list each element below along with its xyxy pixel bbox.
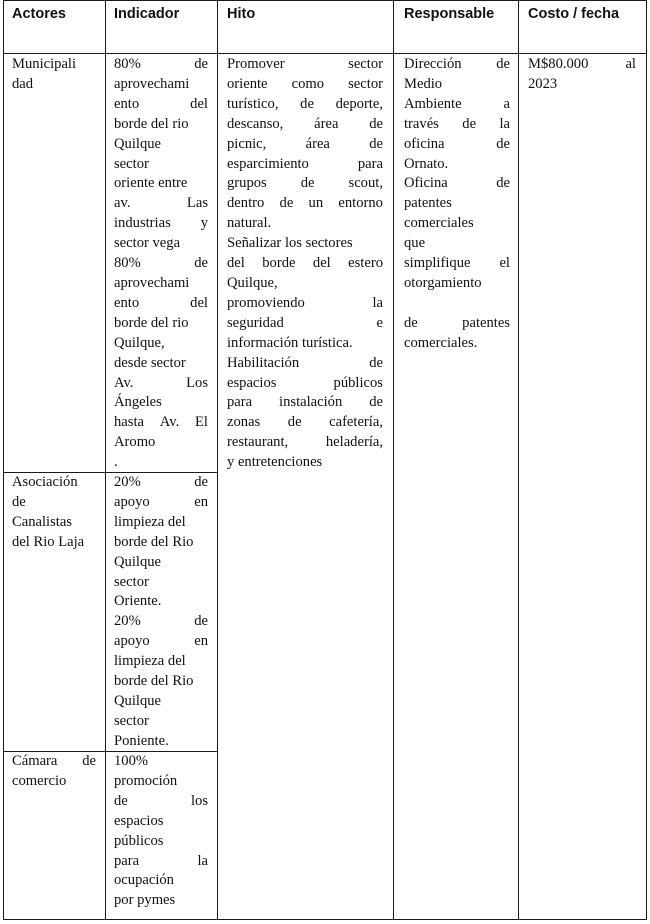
cell-word: estero — [348, 255, 383, 272]
header-responsable: Responsable — [404, 6, 495, 22]
cell-word: promoviendo — [227, 294, 305, 311]
cell-line — [404, 314, 510, 334]
cell-line — [404, 294, 510, 314]
cell-line: Ornato. — [404, 155, 449, 172]
cell-line: Quilque — [114, 692, 162, 709]
cell-line — [227, 115, 383, 135]
cell-word: Av. — [114, 374, 134, 391]
cell-word: 20% — [114, 474, 141, 490]
cell-line — [114, 493, 208, 513]
cell-line: sector vega — [114, 235, 181, 252]
cell-word: descanso, — [227, 115, 284, 132]
cell-word: oriente — [227, 75, 268, 92]
cell-word: sector — [348, 56, 383, 72]
cell-line — [114, 214, 208, 234]
cell-line — [227, 95, 383, 115]
cell-line: espacios — [114, 812, 164, 829]
cell-line — [227, 135, 383, 155]
cell-word: de — [82, 753, 96, 769]
cell-word: de — [496, 175, 510, 192]
cell-line: Poniente. — [114, 732, 169, 749]
cell-word: deporte, — [335, 95, 383, 112]
cell-word: de — [369, 394, 383, 411]
cell-line — [227, 354, 383, 374]
cell-word: zonas — [227, 414, 261, 431]
cell-word: hasta — [114, 414, 144, 431]
actor-municipalidad — [12, 55, 98, 95]
cell-word: de — [369, 354, 383, 371]
cell-line — [114, 413, 208, 433]
cell-line — [404, 115, 510, 135]
cell-word: de — [496, 135, 510, 152]
cell-line: Quilque — [114, 553, 162, 570]
cell-line: de — [12, 493, 26, 510]
cell-word: patentes — [462, 314, 510, 331]
header-indicador: Indicador — [114, 6, 180, 22]
cell-word: para — [114, 852, 140, 869]
cell-line — [227, 314, 383, 334]
cell-line: Medio — [404, 75, 443, 92]
cell-word: cafetería, — [329, 414, 383, 431]
cell-word: picnic, — [227, 135, 267, 152]
cell-line — [404, 174, 510, 194]
cell-word: de — [194, 56, 208, 72]
cell-word: M$80.000 — [528, 56, 589, 72]
cell-word: del — [190, 294, 208, 311]
cell-word: de — [369, 135, 383, 152]
cell-line: desde sector — [114, 354, 186, 371]
cell-line — [114, 55, 208, 75]
column-border-right — [646, 0, 647, 920]
cell-word: instalación — [279, 394, 343, 411]
cell-word: turístico, — [227, 95, 279, 112]
cell-word: de — [496, 56, 510, 72]
cell-word: la — [372, 294, 383, 311]
cell-word: Av. — [159, 414, 180, 431]
cell-word: entorno — [338, 195, 383, 212]
cell-line: 100% — [114, 753, 149, 769]
column-divider-3 — [393, 0, 394, 920]
cell-line: . — [114, 454, 118, 471]
cell-word: la — [197, 852, 208, 869]
cell-line — [114, 194, 208, 214]
cell-line — [12, 752, 96, 772]
cell-word: restaurant, — [227, 434, 289, 451]
cell-line: Aromo — [114, 434, 156, 451]
cell-word: del — [227, 255, 245, 272]
column-border-left — [3, 0, 4, 920]
cell-line: comercio — [12, 772, 67, 789]
cell-word: en — [194, 633, 208, 650]
cell-word: de — [462, 115, 477, 132]
hito-text — [227, 55, 383, 473]
cell-line — [114, 254, 208, 274]
cell-word: Oficina — [404, 175, 448, 192]
cell-line: comerciales — [404, 215, 474, 232]
cell-line — [227, 433, 383, 453]
actor-camara-comercio — [12, 752, 96, 792]
cell-word: públicos — [333, 374, 383, 391]
cell-line — [227, 155, 383, 175]
cell-line: patentes — [404, 195, 452, 212]
cell-word: scout, — [348, 175, 383, 192]
cell-line — [528, 55, 636, 75]
responsable-text — [404, 55, 510, 354]
cell-word: industrias — [114, 215, 171, 232]
cell-line: borde del rio — [114, 115, 189, 132]
cell-line: 2023 — [528, 75, 558, 92]
cell-word: de — [287, 414, 302, 431]
cell-line — [114, 95, 208, 115]
cell-word: de — [300, 175, 315, 192]
cell-line: Quilque — [114, 135, 162, 152]
cell-line: limpieza del — [114, 653, 186, 670]
cell-word: sector — [348, 75, 383, 92]
cell-line: borde del Rio — [114, 673, 194, 690]
cell-word: de — [404, 314, 418, 331]
costo-fecha-text — [528, 55, 636, 95]
cell-word: de — [114, 792, 128, 809]
cell-line: Canalistas — [12, 513, 72, 530]
cell-word: de — [279, 195, 294, 212]
cell-line — [404, 254, 510, 274]
cell-word: grupos — [227, 175, 267, 192]
cell-line — [404, 95, 510, 115]
cell-line — [404, 55, 510, 75]
cell-word: del — [312, 255, 331, 272]
cell-word: el — [499, 255, 510, 272]
cell-line — [227, 194, 383, 214]
cell-word: en — [194, 493, 208, 510]
cell-word: de — [194, 255, 208, 272]
cell-word: para — [357, 155, 383, 172]
cell-line: aprovechami — [114, 75, 190, 92]
cell-line: y entretenciones — [227, 454, 323, 471]
column-divider-2 — [217, 0, 218, 920]
cell-line: natural. — [227, 215, 272, 232]
header-costo-fecha: Costo / fecha — [528, 6, 620, 22]
cell-word: espacios — [227, 374, 277, 391]
cell-line — [114, 374, 208, 394]
cell-line: sector — [114, 573, 149, 590]
cell-word: Habilitación — [227, 354, 300, 371]
cell-word: apoyo — [114, 493, 150, 510]
cell-word: área — [314, 115, 339, 132]
indicator-municipalidad — [114, 55, 208, 473]
cell-line: información turística. — [227, 334, 353, 351]
cell-word: para — [227, 394, 253, 411]
cell-line: otorgamiento — [404, 274, 482, 291]
cell-word: Promover — [227, 56, 285, 72]
cell-word: esparcimiento — [227, 155, 309, 172]
cell-line: del Rio Laja — [12, 533, 85, 550]
cell-line: oriente entre — [114, 175, 188, 192]
cell-word: los — [190, 792, 208, 809]
cell-line: aprovechami — [114, 274, 190, 291]
cell-line — [227, 374, 383, 394]
cell-line: promoción — [114, 772, 178, 789]
cell-word: como — [291, 75, 325, 92]
cell-line: limpieza del — [114, 513, 186, 530]
cell-word: área — [305, 135, 330, 152]
cell-line: Quilque, — [114, 334, 165, 351]
cell-word: Las — [186, 195, 208, 212]
cell-word: de — [194, 474, 208, 490]
cell-word: 20% — [114, 613, 141, 630]
cell-word: 80% — [114, 255, 141, 272]
table-border-bottom — [3, 919, 647, 920]
cell-line: Señalizar los sectores — [227, 235, 353, 252]
cell-line: Ángeles — [114, 394, 162, 411]
cell-word: ento — [114, 95, 140, 112]
indicator-camara — [114, 752, 208, 911]
cell-word: e — [376, 314, 383, 331]
cell-word: apoyo — [114, 633, 150, 650]
cell-line — [114, 294, 208, 314]
cell-word: del — [190, 95, 208, 112]
cell-word: Cámara — [12, 753, 58, 769]
cell-line — [114, 473, 208, 493]
cell-word: y — [200, 215, 208, 232]
cell-line: ocupación — [114, 872, 174, 889]
cell-line — [114, 792, 208, 812]
cell-line — [114, 632, 208, 652]
header-hito: Hito — [227, 6, 256, 22]
cell-word: oficina — [404, 135, 445, 152]
cell-line — [227, 413, 383, 433]
cell-line — [404, 135, 510, 155]
cell-word: 80% — [114, 56, 141, 72]
cell-line: comerciales. — [404, 334, 478, 351]
cell-word: borde — [262, 255, 296, 272]
cell-word: ento — [114, 294, 140, 311]
cell-word: un — [308, 195, 324, 212]
column-divider-1 — [105, 0, 106, 920]
cell-line — [114, 612, 208, 632]
cell-word: Ambiente — [404, 95, 462, 112]
cell-line: Asociación — [12, 474, 78, 490]
cell-line — [227, 174, 383, 194]
column-divider-4 — [518, 0, 519, 920]
cell-line: públicos — [114, 832, 164, 849]
cell-word: Los — [186, 374, 208, 391]
cell-line: por pymes — [114, 892, 176, 909]
actor-asociacion-canalistas — [12, 473, 98, 553]
cell-word: av. — [114, 195, 131, 212]
cell-line: sector — [114, 712, 149, 729]
cell-line: Municipali — [12, 56, 77, 72]
cell-word: de — [194, 613, 208, 630]
cell-word: heladería, — [325, 434, 383, 451]
cell-word: simplifique — [404, 255, 471, 272]
cell-word: dentro — [227, 195, 265, 212]
cell-word: El — [195, 414, 208, 431]
cell-line: que — [404, 235, 426, 252]
cell-word: a — [503, 95, 510, 112]
cell-line: Oriente. — [114, 593, 162, 610]
indicator-canalistas — [114, 473, 208, 752]
cell-word: de — [369, 115, 383, 132]
cell-line — [227, 254, 383, 274]
header-actores: Actores — [12, 6, 66, 22]
cell-word: de — [300, 95, 314, 112]
cell-line: borde del rio — [114, 314, 189, 331]
cell-word: la — [499, 115, 510, 132]
cell-word: través — [404, 115, 439, 132]
cell-line — [227, 75, 383, 95]
cell-line: borde del Rio — [114, 533, 194, 550]
cell-line — [227, 294, 383, 314]
cell-line — [114, 852, 208, 872]
cell-line: Quilque, — [227, 274, 278, 291]
cell-word: al — [625, 56, 636, 72]
cell-word: Dirección — [404, 56, 462, 72]
header-divider — [3, 53, 647, 54]
cell-line: dad — [12, 75, 34, 92]
cell-word: seguridad — [227, 314, 284, 331]
cell-line — [227, 393, 383, 413]
table-border-top — [3, 0, 647, 1]
cell-line — [227, 55, 383, 75]
cell-line: sector — [114, 155, 149, 172]
